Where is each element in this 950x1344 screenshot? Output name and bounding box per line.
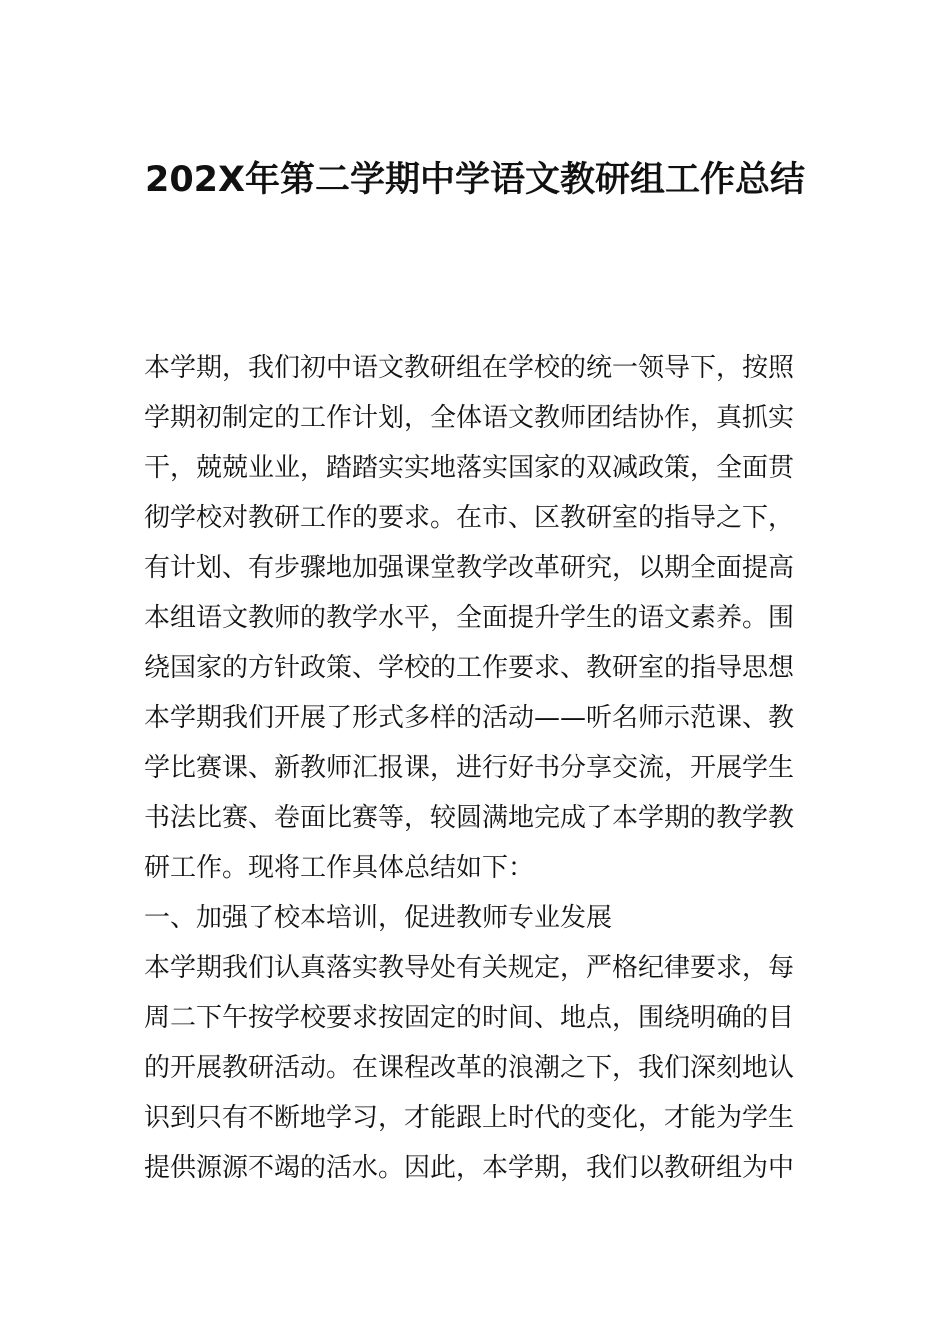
body-line: 绕国家的方针政策、学校的工作要求、教研室的指导思想 [144,653,795,683]
body-line: 提供源源不竭的活水。因此，本学期，我们以教研组为中 [144,1153,795,1183]
body-line: 本学期我们开展了形式多样的活动——听名师示范课、教 [144,703,795,733]
document-body [144,343,809,1193]
body-line: 有计划、有步骤地加强课堂教学改革研究，以期全面提高 [144,553,795,583]
body-line: 干，兢兢业业，踏踏实实地落实国家的双减政策，全面贯 [144,453,795,483]
section-heading: 一、加强了校本培训，促进教师专业发展 [144,903,613,933]
body-line: 识到只有不断地学习，才能跟上时代的变化，才能为学生 [144,1103,795,1133]
body-line: 学比赛课、新教师汇报课，进行好书分享交流，开展学生 [144,753,795,783]
body-line: 的开展教研活动。在课程改革的浪潮之下，我们深刻地认 [144,1053,795,1083]
body-line: 书法比赛、卷面比赛等，较圆满地完成了本学期的教学教 [144,803,795,833]
body-line: 本学期我们认真落实教导处有关规定，严格纪律要求，每 [144,953,795,983]
document-title: 202X年第二学期中学语文教研组工作总结 [144,160,806,200]
body-line: 学期初制定的工作计划，全体语文教师团结协作，真抓实 [144,403,795,433]
body-line: 周二下午按学校要求按固定的时间、地点，围绕明确的目 [144,1003,795,1033]
body-line: 彻学校对教研工作的要求。在市、区教研室的指导之下， [144,503,795,533]
body-line: 研工作。现将工作具体总结如下： [144,853,535,883]
body-line: 本组语文教师的教学水平，全面提升学生的语文素养。围 [144,603,795,633]
body-line: 本学期，我们初中语文教研组在学校的统一领导下，按照 [144,353,795,383]
